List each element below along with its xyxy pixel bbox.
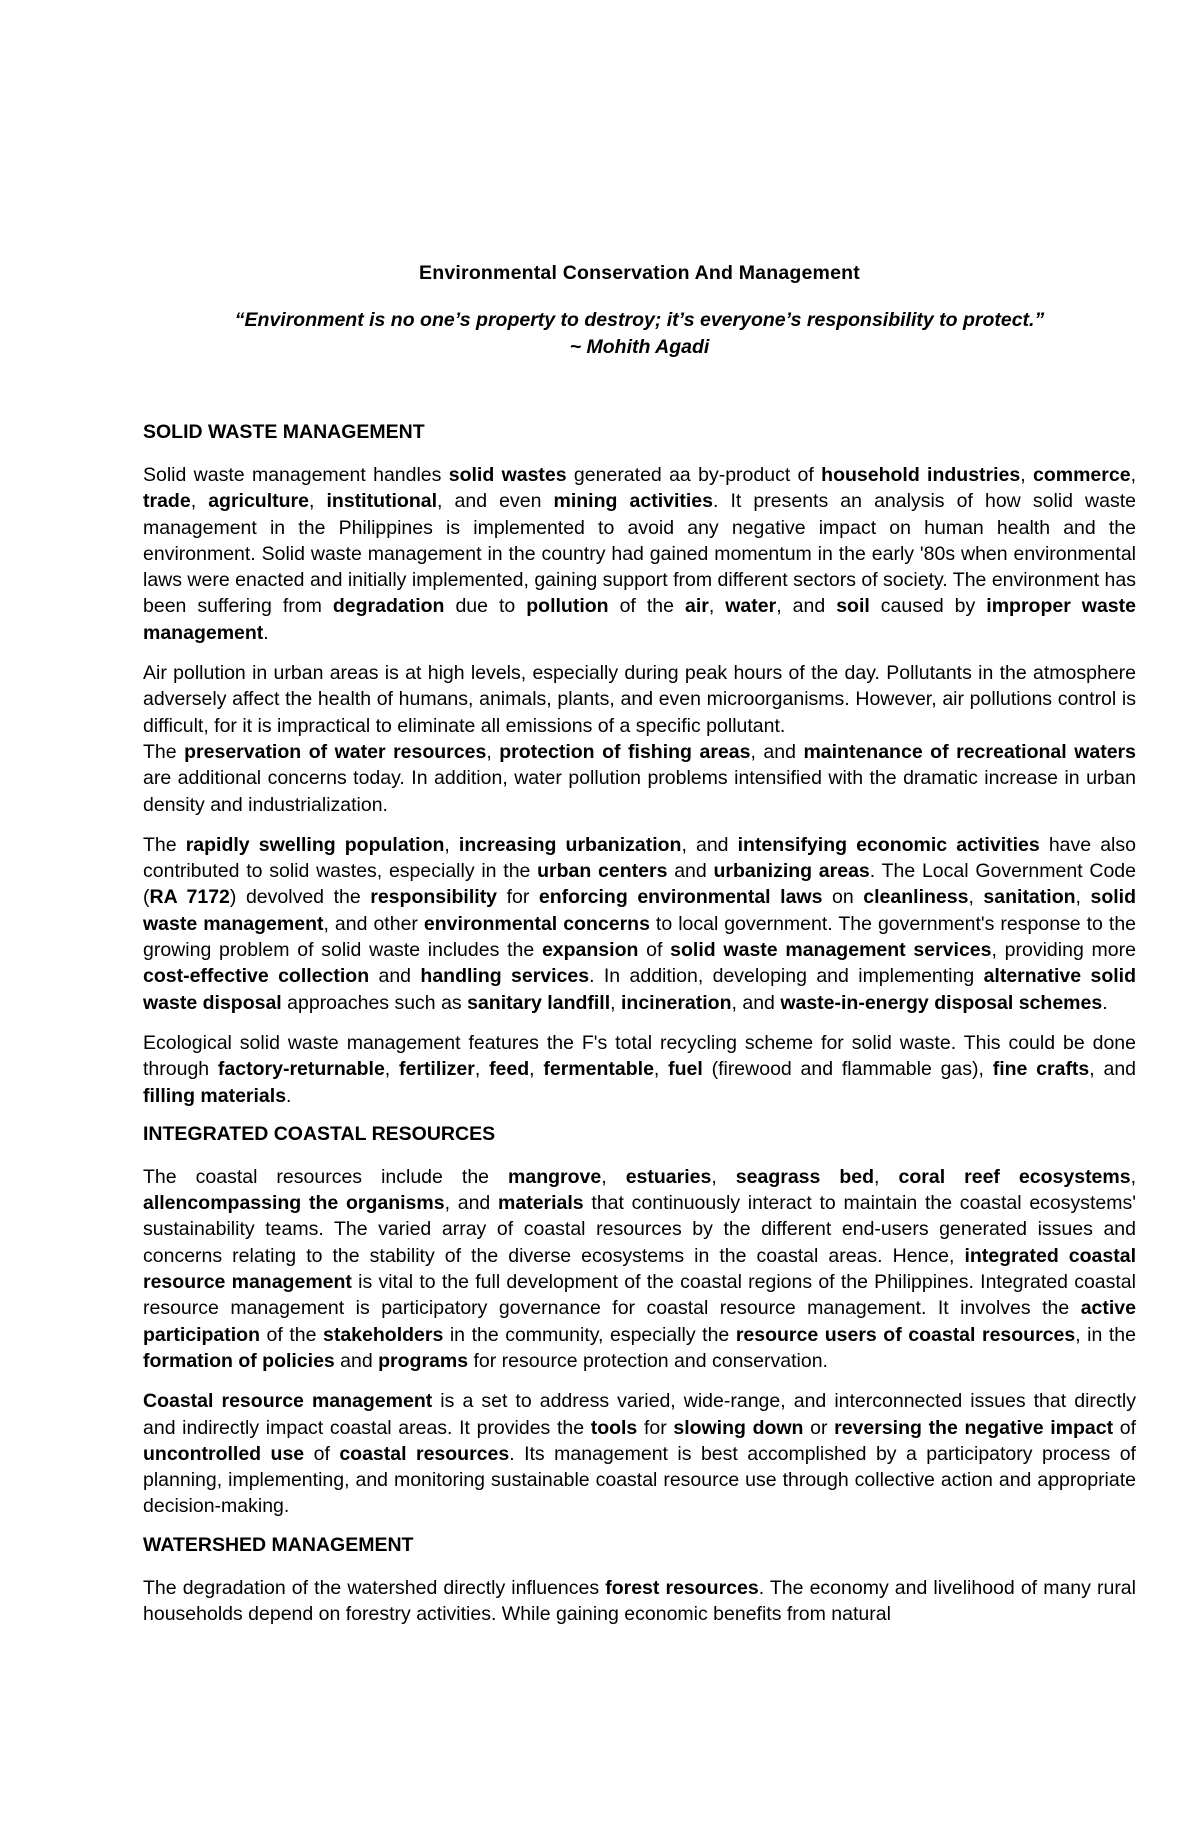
text-run: approaches such as <box>281 991 468 1014</box>
bold-term: Coastal resource management <box>143 1390 433 1413</box>
text-run: due to <box>444 595 527 618</box>
bold-term: active participation <box>143 1297 1136 1346</box>
text-run: caused by <box>869 595 987 618</box>
quote-text: “Environment is no one’s property to destroy; it’s everyone’s responsibility to protect.” <box>234 309 1045 331</box>
bold-term: household industries <box>821 464 1021 486</box>
quote-author: ~ Mohith Agadi <box>569 336 710 358</box>
bold-term: sanitary landfill <box>467 991 611 1014</box>
bold-term: cleanliness <box>863 886 969 909</box>
body-paragraph <box>143 660 1136 739</box>
bold-term: RA 7172 <box>149 886 230 909</box>
bold-term: seagrass bed <box>735 1165 875 1188</box>
text-run: to local government. The government's response to the growing problem of solid waste includes the <box>143 912 1137 962</box>
bold-term: enforcing environmental laws <box>538 886 823 909</box>
body-paragraph <box>143 1575 1136 1628</box>
bold-term: stakeholders <box>323 1323 444 1346</box>
bold-term: incineration <box>620 991 732 1014</box>
text-run: The coastal resources include the <box>143 1165 509 1188</box>
text-run: . <box>263 621 269 644</box>
body-paragraph <box>143 739 1136 818</box>
text-run: of <box>304 1442 340 1465</box>
text-run: have also contributed to solid wastes, especially in the <box>143 833 1136 883</box>
text-run: , and <box>776 595 837 618</box>
bold-term: fine crafts <box>992 1058 1090 1081</box>
bold-term: allencompassing the organisms <box>143 1192 445 1215</box>
text-run: for resource protection and conservation. <box>468 1349 828 1372</box>
bold-term: waste-in-energy disposal schemes <box>780 991 1103 1014</box>
text-run: , and even <box>437 490 554 513</box>
bold-term: mining activities <box>553 490 713 513</box>
text-run: . The Local Government Code ( <box>143 860 1136 909</box>
bold-term: coastal resources <box>339 1442 510 1465</box>
text-run: ) devolved the <box>229 886 371 909</box>
bold-term: fuel <box>668 1058 703 1081</box>
text-run: , <box>1075 886 1091 909</box>
bold-term: filling materials <box>143 1084 287 1107</box>
text-run: and <box>667 860 714 883</box>
text-run: , <box>308 490 327 513</box>
bold-term: feed <box>489 1058 530 1081</box>
bold-term: air <box>684 595 709 618</box>
text-run: for <box>637 1416 674 1439</box>
text-run: , and <box>1089 1058 1137 1081</box>
bold-term: protection of fishing areas <box>499 740 751 763</box>
text-run: . In addition, developing and implementing <box>589 965 984 988</box>
bold-term: mangrove <box>508 1165 602 1188</box>
bold-term: commerce <box>1033 464 1131 486</box>
text-run: , and <box>750 740 804 763</box>
bold-term: solid wastes <box>448 464 567 486</box>
text-run: , <box>1020 464 1033 486</box>
epigraph-quote <box>143 307 1136 361</box>
text-run: , <box>474 1058 490 1081</box>
text-run: on <box>822 886 864 909</box>
bold-term: forest resources <box>605 1576 759 1599</box>
text-run: , <box>610 991 621 1014</box>
text-run: . Its management is best accomplished by a participatory process of planning, implementing, and monitoring sustainable coastal resource use through collective action and appropriate decision-making. <box>143 1442 1136 1518</box>
bold-term: formation of policies <box>143 1349 335 1372</box>
text-run: (firewood and flammable gas), <box>702 1058 993 1081</box>
bold-term: increasing urbanization <box>458 833 682 856</box>
bold-term: responsibility <box>370 886 498 909</box>
bold-term: urbanizing areas <box>713 860 870 883</box>
bold-term: reversing the negative impact <box>834 1416 1114 1439</box>
text-run: . The economy and livelihood of many rural households depend on forestry activities. While gaining economic benefits from natural <box>143 1576 1136 1625</box>
bold-term: slowing down <box>673 1416 804 1439</box>
body-paragraph <box>143 1164 1136 1374</box>
text-run: is a set to address varied, wide-range, and interconnected issues that directly and indirectly impact coastal areas. It provides the <box>143 1390 1136 1439</box>
body-paragraph <box>143 1388 1136 1519</box>
text-run: and <box>334 1349 379 1372</box>
text-run: , and <box>444 1192 499 1215</box>
bold-term: preservation of water resources <box>184 740 487 763</box>
bold-term: estuaries <box>625 1165 712 1188</box>
text-run: in the community, especially the <box>443 1323 736 1346</box>
section-heading: INTEGRATED COASTAL RESOURCES <box>143 1122 496 1145</box>
bold-term: soil <box>836 595 870 618</box>
text-run: . <box>286 1084 292 1107</box>
text-run: , <box>874 1165 899 1188</box>
bold-term: fertilizer <box>399 1058 475 1081</box>
bold-term: maintenance of recreational waters <box>803 740 1136 763</box>
text-run: , <box>384 1058 399 1081</box>
text-run: , <box>1130 464 1136 486</box>
body-paragraph <box>143 832 1136 1016</box>
text-run: of <box>638 939 671 962</box>
document-page <box>143 262 1136 1641</box>
bold-term: trade <box>143 490 191 513</box>
bold-term: environmental concerns <box>423 912 650 935</box>
bold-term: resource users of coastal resources <box>735 1323 1076 1346</box>
text-run: for <box>497 886 539 909</box>
text-run: Ecological solid waste management features the F's total recycling scheme for solid waste. This could be done through <box>143 1031 1136 1081</box>
text-run: , <box>708 595 726 618</box>
bold-term: solid waste management services <box>670 939 992 962</box>
body-paragraph <box>143 1030 1136 1109</box>
bold-term: handling services <box>420 965 590 988</box>
bold-term: tools <box>590 1416 638 1439</box>
text-run: Air pollution in urban areas is at high levels, especially during peak hours of the day. Pollutants in the atmosphere adversely affect the health of humans, animals, plants, and even microorganisms. However, air pollutions control is difficult, for it is impractical to eliminate all emissions of a specific pollutant. <box>143 662 1136 737</box>
text-run: , <box>1130 1165 1137 1188</box>
text-run: , in the <box>1075 1323 1136 1346</box>
bold-term: coral reef ecosystems <box>898 1165 1131 1188</box>
bold-term: improper waste management <box>143 595 1136 644</box>
bold-term: factory-returnable <box>217 1058 385 1081</box>
text-run: that continuously interact to maintain the coastal ecosystems' sustainability teams. The varied array of coastal resources by the different end-users generated issues and concerns relating to the stability of the diverse ecosystems in the coastal areas. Hence, <box>143 1192 1136 1267</box>
text-run: , <box>529 1058 544 1081</box>
section-heading: WATERSHED MANAGEMENT <box>143 1533 414 1556</box>
document-body <box>143 421 1136 1627</box>
bold-term: fermentable <box>543 1058 654 1081</box>
text-run: of <box>1113 1416 1136 1439</box>
bold-term: rapidly swelling population <box>185 833 445 856</box>
text-run: of the <box>260 1323 323 1346</box>
section-heading: SOLID WASTE MANAGEMENT <box>143 421 425 443</box>
document-title: Environmental Conservation And Management <box>419 262 860 284</box>
bold-term: integrated coastal resource management <box>143 1244 1136 1294</box>
bold-term: water <box>725 595 777 618</box>
text-run: is vital to the full development of the coastal regions of the Philippines. Integrated coastal resource management is participatory governance for coastal resource management. It involves the <box>143 1271 1136 1320</box>
text-run: . <box>1102 991 1108 1014</box>
text-run: , and other <box>323 912 424 935</box>
text-run: , <box>711 1165 736 1188</box>
bold-term: degradation <box>332 595 445 618</box>
text-run: Solid waste management handles <box>143 464 449 486</box>
bold-term: agriculture <box>208 490 309 513</box>
text-run: The degradation of the watershed directly influences <box>143 1576 606 1599</box>
text-run: , <box>190 490 209 513</box>
text-run: . It presents an analysis of how solid waste management in the Philippines is implemented to avoid any negative impact on human health and the environment. Solid waste management in the country had gained momentum in the early '80s when environmental laws were enacted and initially implemented, gaining support from different sectors of society. The environment has been suffering from <box>143 490 1136 618</box>
body-paragraph <box>143 462 1136 646</box>
bold-term: intensifying economic activities <box>737 833 1040 856</box>
bold-term: pollution <box>526 595 609 618</box>
text-run: , and <box>681 833 738 856</box>
bold-term: solid waste management <box>143 886 1137 935</box>
text-run: The <box>143 740 185 763</box>
text-run: , and <box>731 991 781 1014</box>
bold-term: urban centers <box>537 860 668 883</box>
text-run: , <box>444 833 459 856</box>
text-run: , providing more <box>991 939 1136 962</box>
bold-term: expansion <box>541 939 639 962</box>
bold-term: alternative solid waste disposal <box>143 965 1137 1014</box>
text-run: , <box>968 886 984 909</box>
bold-term: institutional <box>326 490 437 513</box>
text-run: , <box>486 740 500 763</box>
text-run: generated aa by-product of <box>566 464 822 486</box>
bold-term: programs <box>378 1349 469 1372</box>
bold-term: cost-effective collection <box>143 965 370 988</box>
text-run: or <box>803 1416 835 1439</box>
text-run: and <box>369 965 421 988</box>
text-run: The <box>143 833 186 856</box>
text-run: are additional concerns today. In addition, water pollution problems intensified with the dramatic increase in urban density and industrialization. <box>143 767 1136 816</box>
text-run: of the <box>608 595 685 618</box>
bold-term: materials <box>498 1192 584 1215</box>
text-run: , <box>601 1165 626 1188</box>
bold-term: uncontrolled use <box>143 1442 305 1465</box>
text-run: , <box>653 1058 669 1081</box>
bold-term: sanitation <box>983 886 1076 909</box>
